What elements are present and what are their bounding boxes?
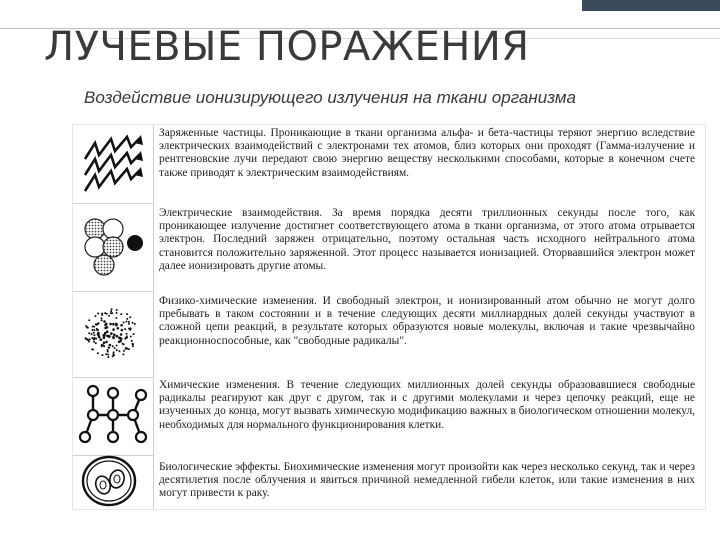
content-panel xyxy=(72,124,706,510)
cell-icon xyxy=(73,455,153,509)
section-charged-particles: Заряженные частицы. Проникающие в ткани организма альфа- и бета-частицы теряют энергию вследствие электрических взаимодействий с электронами тех атомов, близ которых они проходят (Гамма-излучение и рентгеновские лучи передают свою энергию веществу несколькими способами, которые в конечном счете также приводят к электрическим взаимодействиям. xyxy=(159,127,695,179)
icon-column xyxy=(73,125,154,509)
molecule-network-icon xyxy=(73,377,153,456)
dot-cloud-icon xyxy=(73,291,153,378)
top-bar-accent xyxy=(582,0,720,11)
zigzag-arrows-icon xyxy=(73,125,153,204)
page-subtitle: Воздействие ионизирующего излучения на ткани организма xyxy=(84,88,576,107)
section-electric-interactions: Электрические взаимодействия. За время порядка десяти триллионных секунды после того, как проникающее излучение достигнет соответствующего атома в ткани организма, от этого атома отрывается электрон. Последний заряжен отрицательно, поэтому остальная часть исходного нейтрального атома становится положительно заряженной. Этот процесс называется ионизацией. Оторвавшийся электрон может далее ионизировать другие атомы. xyxy=(159,207,695,272)
section-biological-effects: Биологические эффекты. Биохимические изменения могут произойти как через несколько секунд, так и через десятилетия после облучения и явиться причиной немедленной гибели клеток, или такие изменения в них могут привести к раку. xyxy=(159,461,695,500)
atoms-icon xyxy=(73,203,153,292)
page-title: ЛУЧЕВЫЕ ПОРАЖЕНИЯ xyxy=(44,24,530,70)
section-chemical-changes: Химические изменения. В течение следующих миллионных долей секунды образовавшиеся свободные радикалы реагируют как друг с другом, так и с другими молекулами и через цепочку реакций, еще не изученных до конца, могут вызвать химическую модификацию важных в биологическом отношении молекул, необходимых для нормального функционирования клетки. xyxy=(159,379,695,431)
section-physicochemical-changes: Физико-химические изменения. И свободный электрон, и ионизированный атом обычно не могут долго пребывать в таком состоянии и в течение следующих десяти миллиардных долей секунды участвуют в сложной цепи реакций, в результате которых образуются новые молекулы, включая и такие чрезвычайно реакционноспособные, как "свободные радикалы". xyxy=(159,295,695,347)
